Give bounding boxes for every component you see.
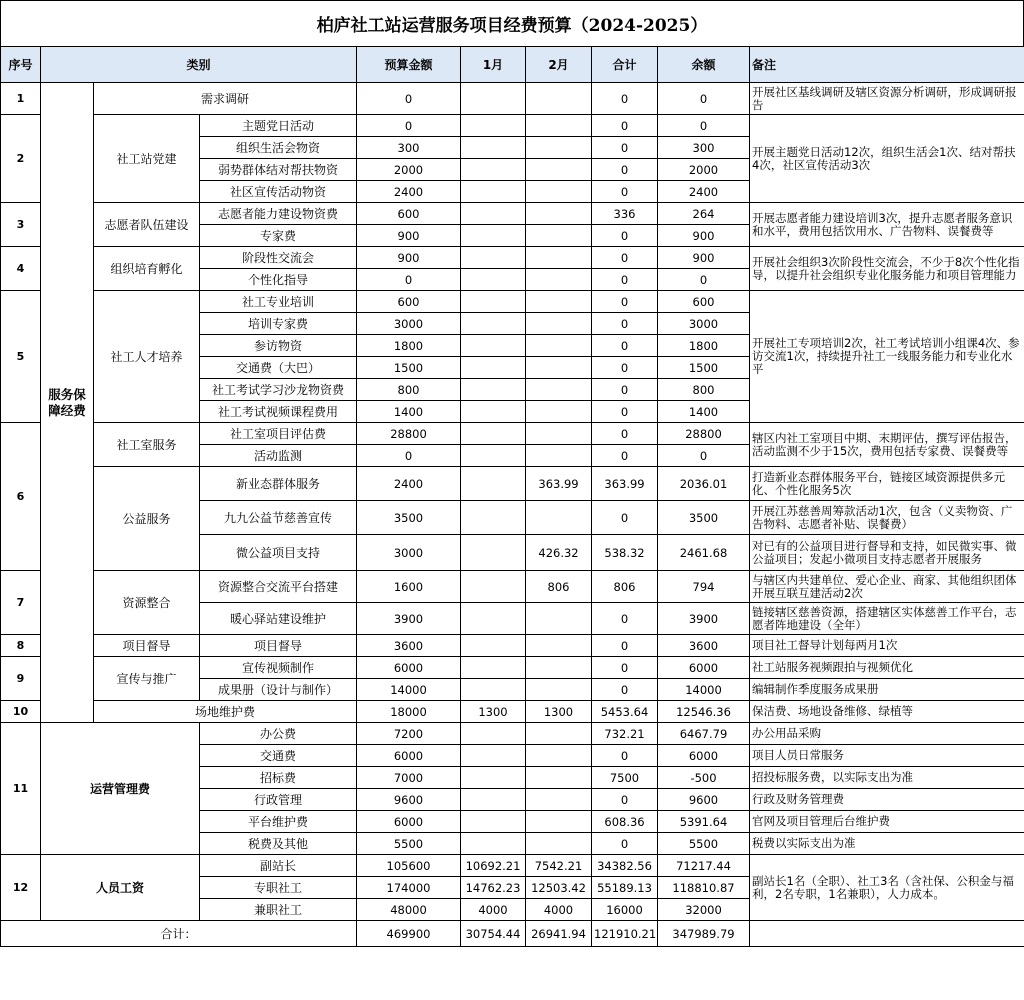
feb-cell[interactable]: [526, 833, 592, 855]
feb-cell[interactable]: [526, 423, 592, 445]
category-cell[interactable]: 宣传与推广: [94, 657, 200, 701]
budget-cell[interactable]: 600: [357, 291, 461, 313]
jan-cell[interactable]: [461, 635, 526, 657]
jan-cell[interactable]: [461, 679, 526, 701]
item-cell[interactable]: 招标费: [200, 767, 357, 789]
total-cell[interactable]: 0: [592, 247, 658, 269]
feb-cell[interactable]: [526, 357, 592, 379]
budget-cell[interactable]: 14000: [357, 679, 461, 701]
note-cell[interactable]: 项目人员日常服务: [750, 745, 1024, 767]
feb-cell[interactable]: 426.32: [526, 535, 592, 571]
budget-cell[interactable]: 5500: [357, 833, 461, 855]
col-header-feb[interactable]: 2月: [526, 47, 592, 83]
feb-cell[interactable]: 4000: [526, 899, 592, 921]
jan-cell[interactable]: [461, 571, 526, 603]
total-cell[interactable]: 7500: [592, 767, 658, 789]
jan-cell[interactable]: [461, 203, 526, 225]
budget-cell[interactable]: 3000: [357, 535, 461, 571]
group-service-label: 服务保障经费: [48, 386, 86, 418]
table-row: [1, 855, 1024, 877]
budget-cell[interactable]: 3000: [357, 313, 461, 335]
budget-cell[interactable]: 0: [357, 269, 461, 291]
jan-cell[interactable]: [461, 603, 526, 635]
balance-cell[interactable]: 794: [658, 571, 750, 603]
item-cell[interactable]: 志愿者能力建设物资费: [200, 203, 357, 225]
item-cell[interactable]: 交通费（大巴）: [200, 357, 357, 379]
feb-cell[interactable]: 26941.94: [526, 921, 592, 947]
seq-cell[interactable]: 6: [1, 423, 41, 571]
total-cell[interactable]: 0: [592, 401, 658, 423]
note-cell[interactable]: 开展主题党日活动12次，组织生活会1次、结对帮扶4次，社区宣传活动3次: [750, 115, 1024, 203]
jan-cell[interactable]: 30754.44: [461, 921, 526, 947]
budget-cell[interactable]: 469900: [357, 921, 461, 947]
balance-cell[interactable]: 14000: [658, 679, 750, 701]
note-cell[interactable]: 官网及项目管理后台维护费: [750, 811, 1024, 833]
feb-cell[interactable]: [526, 811, 592, 833]
category-cell[interactable]: 社工人才培养: [94, 291, 200, 423]
item-cell[interactable]: 需求调研: [94, 83, 357, 115]
note-cell[interactable]: 打造新业态群体服务平台，链接区域资源提供多元化、个性化服务5次: [750, 467, 1024, 501]
total-cell[interactable]: 0: [592, 137, 658, 159]
jan-cell[interactable]: [461, 767, 526, 789]
table-row: [1, 467, 1024, 501]
feb-cell[interactable]: [526, 203, 592, 225]
balance-cell[interactable]: 3900: [658, 603, 750, 635]
note-cell[interactable]: 开展江苏慈善周筹款活动1次，包含（义卖物资、广告物料、志愿者补贴、误餐费）: [750, 501, 1024, 535]
total-cell[interactable]: 0: [592, 833, 658, 855]
jan-cell[interactable]: [461, 501, 526, 535]
balance-cell[interactable]: 3600: [658, 635, 750, 657]
jan-cell[interactable]: [461, 83, 526, 115]
balance-cell[interactable]: 1400: [658, 401, 750, 423]
balance-cell[interactable]: 347989.79: [658, 921, 750, 947]
jan-cell[interactable]: [461, 335, 526, 357]
budget-cell[interactable]: 1400: [357, 401, 461, 423]
jan-cell[interactable]: [461, 181, 526, 203]
table-row: [1, 635, 1024, 657]
item-cell[interactable]: 交通费: [200, 745, 357, 767]
note-cell[interactable]: 开展社会组织3次阶段性交流会，不少于8次个性化指导，以提升社会组织专业化服务能力和项目管理能力: [750, 247, 1024, 291]
feb-cell[interactable]: [526, 247, 592, 269]
balance-cell[interactable]: 6000: [658, 657, 750, 679]
feb-cell[interactable]: 806: [526, 571, 592, 603]
note-cell[interactable]: 副站长1名（全职）、社工3名（含社保、公积金与福利，2名专职，1名兼职），人力成本。: [750, 855, 1024, 921]
balance-cell[interactable]: 6000: [658, 745, 750, 767]
table-row: [1, 203, 1024, 225]
note-cell[interactable]: 与辖区内共建单位、爱心企业、商家、其他组织团体开展互联互建活动2次: [750, 571, 1024, 603]
item-cell[interactable]: 暖心驿站建设维护: [200, 603, 357, 635]
item-cell[interactable]: 平台维护费: [200, 811, 357, 833]
header-row: [1, 47, 1024, 83]
feb-cell[interactable]: [526, 269, 592, 291]
jan-cell[interactable]: [461, 269, 526, 291]
budget-cell[interactable]: 18000: [357, 701, 461, 723]
item-cell[interactable]: 社工考试学习沙龙物资费: [200, 379, 357, 401]
total-cell[interactable]: 732.21: [592, 723, 658, 745]
item-cell[interactable]: 资源整合交流平台搭建: [200, 571, 357, 603]
category-cell[interactable]: 运营管理费: [41, 723, 200, 855]
budget-cell[interactable]: 0: [357, 115, 461, 137]
item-cell[interactable]: 办公费: [200, 723, 357, 745]
budget-cell[interactable]: 3500: [357, 501, 461, 535]
balance-cell[interactable]: 6467.79: [658, 723, 750, 745]
note-cell[interactable]: 办公用品采购: [750, 723, 1024, 745]
balance-cell[interactable]: 0: [658, 115, 750, 137]
balance-cell[interactable]: 900: [658, 247, 750, 269]
col-header-budget[interactable]: 预算金额: [357, 47, 461, 83]
balance-cell[interactable]: 5391.64: [658, 811, 750, 833]
item-cell[interactable]: 组织生活会物资: [200, 137, 357, 159]
balance-cell[interactable]: 3000: [658, 313, 750, 335]
jan-cell[interactable]: [461, 657, 526, 679]
item-cell[interactable]: 社工专业培训: [200, 291, 357, 313]
sheet-title: 柏庐社工站运营服务项目经费预算（2024-2025）: [0, 0, 1024, 47]
feb-cell[interactable]: [526, 401, 592, 423]
jan-cell[interactable]: [461, 745, 526, 767]
table-row: [1, 657, 1024, 679]
feb-cell[interactable]: 1300: [526, 701, 592, 723]
category-cell[interactable]: 志愿者队伍建设: [94, 203, 200, 247]
total-cell[interactable]: 0: [592, 635, 658, 657]
total-cell[interactable]: 0: [592, 181, 658, 203]
note-cell[interactable]: 编辑制作季度服务成果册: [750, 679, 1024, 701]
balance-cell[interactable]: 5500: [658, 833, 750, 855]
note-cell[interactable]: 招投标服务费，以实际支出为准: [750, 767, 1024, 789]
item-cell[interactable]: 专职社工: [200, 877, 357, 899]
jan-cell[interactable]: [461, 313, 526, 335]
note-cell[interactable]: [750, 921, 1024, 947]
budget-cell[interactable]: 900: [357, 247, 461, 269]
total-cell[interactable]: 0: [592, 423, 658, 445]
total-cell[interactable]: 0: [592, 357, 658, 379]
feb-cell[interactable]: 12503.42: [526, 877, 592, 899]
balance-cell[interactable]: 1500: [658, 357, 750, 379]
balance-cell[interactable]: 9600: [658, 789, 750, 811]
budget-table: [0, 46, 1024, 947]
total-cell[interactable]: 55189.13: [592, 877, 658, 899]
note-cell[interactable]: 开展社工专项培训2次，社工考试培训小组课4次、参访交流1次，持续提升社工一线服务能力和专业化水平: [750, 291, 1024, 423]
feb-cell[interactable]: [526, 335, 592, 357]
note-cell[interactable]: 税费以实际支出为准: [750, 833, 1024, 855]
budget-cell[interactable]: 7200: [357, 723, 461, 745]
budget-cell[interactable]: 900: [357, 225, 461, 247]
total-cell[interactable]: 0: [592, 789, 658, 811]
total-cell[interactable]: 538.32: [592, 535, 658, 571]
balance-cell[interactable]: 1800: [658, 335, 750, 357]
jan-cell[interactable]: [461, 225, 526, 247]
total-cell[interactable]: 0: [592, 225, 658, 247]
item-cell[interactable]: 新业态群体服务: [200, 467, 357, 501]
feb-cell[interactable]: [526, 159, 592, 181]
balance-cell[interactable]: 2000: [658, 159, 750, 181]
item-cell[interactable]: 专家费: [200, 225, 357, 247]
feb-cell[interactable]: [526, 635, 592, 657]
table-row: [1, 571, 1024, 603]
seq-cell[interactable]: 4: [1, 247, 41, 291]
total-cell[interactable]: 0: [592, 335, 658, 357]
budget-cell[interactable]: 6000: [357, 811, 461, 833]
table-row: [1, 83, 1024, 115]
budget-cell[interactable]: 6000: [357, 657, 461, 679]
jan-cell[interactable]: [461, 423, 526, 445]
budget-cell[interactable]: 300: [357, 137, 461, 159]
balance-cell[interactable]: 12546.36: [658, 701, 750, 723]
feb-cell[interactable]: [526, 789, 592, 811]
seq-cell[interactable]: 7: [1, 571, 41, 635]
jan-cell[interactable]: [461, 291, 526, 313]
feb-cell[interactable]: [526, 501, 592, 535]
seq-cell[interactable]: 9: [1, 657, 41, 701]
feb-cell[interactable]: [526, 379, 592, 401]
feb-cell[interactable]: [526, 445, 592, 467]
total-cell[interactable]: 0: [592, 657, 658, 679]
jan-cell[interactable]: [461, 723, 526, 745]
category-cell[interactable]: 组织培育孵化: [94, 247, 200, 291]
budget-cell[interactable]: 2400: [357, 467, 461, 501]
seq-cell[interactable]: 12: [1, 855, 41, 921]
total-cell[interactable]: 121910.21: [592, 921, 658, 947]
jan-cell[interactable]: [461, 159, 526, 181]
budget-cell[interactable]: 9600: [357, 789, 461, 811]
feb-cell[interactable]: [526, 181, 592, 203]
feb-cell[interactable]: [526, 679, 592, 701]
feb-cell[interactable]: [526, 657, 592, 679]
item-cell[interactable]: 兼职社工: [200, 899, 357, 921]
budget-cell[interactable]: 3600: [357, 635, 461, 657]
feb-cell[interactable]: [526, 225, 592, 247]
total-cell[interactable]: 0: [592, 291, 658, 313]
feb-cell[interactable]: [526, 313, 592, 335]
budget-cell[interactable]: 28800: [357, 423, 461, 445]
item-cell[interactable]: 微公益项目支持: [200, 535, 357, 571]
category-cell[interactable]: 社工室服务: [94, 423, 200, 467]
jan-cell[interactable]: [461, 789, 526, 811]
col-header-balance[interactable]: 余额: [658, 47, 750, 83]
feb-cell[interactable]: [526, 291, 592, 313]
feb-cell[interactable]: [526, 83, 592, 115]
seq-cell[interactable]: 10: [1, 701, 41, 723]
jan-cell[interactable]: [461, 247, 526, 269]
jan-cell[interactable]: [461, 467, 526, 501]
seq-cell[interactable]: 11: [1, 723, 41, 855]
item-cell[interactable]: 社工考试视频课程费用: [200, 401, 357, 423]
budget-cell[interactable]: 7000: [357, 767, 461, 789]
category-cell[interactable]: 资源整合: [94, 571, 200, 635]
category-cell[interactable]: 项目督导: [94, 635, 200, 657]
balance-cell[interactable]: 300: [658, 137, 750, 159]
jan-cell[interactable]: 14762.23: [461, 877, 526, 899]
budget-cell[interactable]: 600: [357, 203, 461, 225]
balance-cell[interactable]: -500: [658, 767, 750, 789]
budget-cell[interactable]: 0: [357, 83, 461, 115]
budget-cell[interactable]: 1800: [357, 335, 461, 357]
balance-cell[interactable]: 600: [658, 291, 750, 313]
item-cell[interactable]: 项目督导: [200, 635, 357, 657]
item-cell[interactable]: 社工室项目评估费: [200, 423, 357, 445]
jan-cell[interactable]: 1300: [461, 701, 526, 723]
feb-cell[interactable]: [526, 115, 592, 137]
total-cell[interactable]: 0: [592, 501, 658, 535]
table-row: [1, 291, 1024, 313]
total-cell[interactable]: 806: [592, 571, 658, 603]
total-cell[interactable]: 0: [592, 159, 658, 181]
total-label[interactable]: 合计：: [1, 921, 357, 947]
balance-cell[interactable]: 900: [658, 225, 750, 247]
balance-cell[interactable]: 2036.01: [658, 467, 750, 501]
balance-cell[interactable]: 2461.68: [658, 535, 750, 571]
budget-cell[interactable]: 1500: [357, 357, 461, 379]
note-cell[interactable]: 辖区内社工室项目中期、末期评估，撰写评估报告，活动监测不少于15次，费用包括专家费、误餐费等: [750, 423, 1024, 467]
jan-cell[interactable]: [461, 445, 526, 467]
feb-cell[interactable]: [526, 723, 592, 745]
balance-cell[interactable]: 118810.87: [658, 877, 750, 899]
feb-cell[interactable]: 363.99: [526, 467, 592, 501]
balance-cell[interactable]: 0: [658, 445, 750, 467]
feb-cell[interactable]: [526, 767, 592, 789]
note-cell[interactable]: 开展志愿者能力建设培训3次，提升志愿者服务意识和水平，费用包括饮用水、广告物料、误餐费等: [750, 203, 1024, 247]
total-cell[interactable]: 0: [592, 679, 658, 701]
balance-cell[interactable]: 2400: [658, 181, 750, 203]
jan-cell[interactable]: [461, 115, 526, 137]
item-cell[interactable]: 副站长: [200, 855, 357, 877]
jan-cell[interactable]: [461, 357, 526, 379]
balance-cell[interactable]: 0: [658, 83, 750, 115]
jan-cell[interactable]: 10692.21: [461, 855, 526, 877]
seq-cell[interactable]: 1: [1, 83, 41, 115]
item-cell[interactable]: 九九公益节慈善宣传: [200, 501, 357, 535]
total-cell[interactable]: 608.36: [592, 811, 658, 833]
category-cell[interactable]: 人员工资: [41, 855, 200, 921]
col-header-seq[interactable]: 序号: [1, 47, 41, 83]
item-cell[interactable]: 社区宣传活动物资: [200, 181, 357, 203]
seq-cell[interactable]: 3: [1, 203, 41, 247]
item-cell[interactable]: 主题党日活动: [200, 115, 357, 137]
total-cell[interactable]: 363.99: [592, 467, 658, 501]
balance-cell[interactable]: 0: [658, 269, 750, 291]
budget-cell[interactable]: 3900: [357, 603, 461, 635]
budget-cell[interactable]: 0: [357, 445, 461, 467]
total-cell[interactable]: 0: [592, 269, 658, 291]
table-row: [1, 423, 1024, 445]
total-cell[interactable]: 0: [592, 445, 658, 467]
table-row: [1, 921, 1024, 947]
item-cell[interactable]: 参访物资: [200, 335, 357, 357]
budget-cell[interactable]: 105600: [357, 855, 461, 877]
item-cell[interactable]: 行政管理: [200, 789, 357, 811]
budget-cell[interactable]: 2400: [357, 181, 461, 203]
note-cell[interactable]: 开展社区基线调研及辖区资源分析调研，形成调研报告: [750, 83, 1024, 115]
balance-cell[interactable]: 264: [658, 203, 750, 225]
balance-cell[interactable]: 71217.44: [658, 855, 750, 877]
table-row: [1, 247, 1024, 269]
budget-cell[interactable]: 1600: [357, 571, 461, 603]
budget-cell[interactable]: 800: [357, 379, 461, 401]
total-cell[interactable]: 336: [592, 203, 658, 225]
feb-cell[interactable]: [526, 137, 592, 159]
feb-cell[interactable]: [526, 603, 592, 635]
item-cell[interactable]: 场地维护费: [94, 701, 357, 723]
total-cell[interactable]: 0: [592, 313, 658, 335]
budget-cell[interactable]: 48000: [357, 899, 461, 921]
feb-cell[interactable]: 7542.21: [526, 855, 592, 877]
note-cell[interactable]: 对已有的公益项目进行督导和支持，如民微实事、微公益项目；发起小微项目支持志愿者开展服务: [750, 535, 1024, 571]
item-cell[interactable]: 活动监测: [200, 445, 357, 467]
jan-cell[interactable]: [461, 137, 526, 159]
budget-cell[interactable]: 174000: [357, 877, 461, 899]
balance-cell[interactable]: 800: [658, 379, 750, 401]
jan-cell[interactable]: [461, 535, 526, 571]
table-row: [1, 701, 1024, 723]
item-cell[interactable]: 阶段性交流会: [200, 247, 357, 269]
category-cell[interactable]: 公益服务: [94, 467, 200, 571]
item-cell[interactable]: 培训专家费: [200, 313, 357, 335]
category-cell[interactable]: 社工站党建: [94, 115, 200, 203]
balance-cell[interactable]: 32000: [658, 899, 750, 921]
balance-cell[interactable]: 28800: [658, 423, 750, 445]
table-row: [1, 115, 1024, 137]
item-cell[interactable]: 弱势群体结对帮扶物资: [200, 159, 357, 181]
note-cell[interactable]: 链接辖区慈善资源，搭建辖区实体慈善工作平台，志愿者阵地建设（全年）: [750, 603, 1024, 635]
total-cell[interactable]: 0: [592, 83, 658, 115]
jan-cell[interactable]: [461, 833, 526, 855]
col-header-jan[interactable]: 1月: [461, 47, 526, 83]
jan-cell[interactable]: [461, 379, 526, 401]
item-cell[interactable]: 宣传视频制作: [200, 657, 357, 679]
col-header-category[interactable]: 类别: [41, 47, 357, 83]
seq-cell[interactable]: 2: [1, 115, 41, 203]
note-cell[interactable]: 社工站服务视频跟拍与视频优化: [750, 657, 1024, 679]
budget-cell[interactable]: 2000: [357, 159, 461, 181]
total-cell[interactable]: 16000: [592, 899, 658, 921]
total-cell[interactable]: 0: [592, 745, 658, 767]
table-row: [1, 723, 1024, 745]
note-cell[interactable]: 保洁费、场地设备维修、绿植等: [750, 701, 1024, 723]
budget-cell[interactable]: 6000: [357, 745, 461, 767]
item-cell[interactable]: 个性化指导: [200, 269, 357, 291]
total-cell[interactable]: 34382.56: [592, 855, 658, 877]
col-header-total[interactable]: 合计: [592, 47, 658, 83]
col-header-note[interactable]: 备注: [750, 47, 1024, 83]
note-cell[interactable]: 行政及财务管理费: [750, 789, 1024, 811]
jan-cell[interactable]: [461, 401, 526, 423]
jan-cell[interactable]: 4000: [461, 899, 526, 921]
jan-cell[interactable]: [461, 811, 526, 833]
note-cell[interactable]: 项目社工督导计划每两月1次: [750, 635, 1024, 657]
total-cell[interactable]: 0: [592, 115, 658, 137]
seq-cell[interactable]: 5: [1, 291, 41, 423]
item-cell[interactable]: 成果册（设计与制作）: [200, 679, 357, 701]
feb-cell[interactable]: [526, 745, 592, 767]
group-service-cell[interactable]: [41, 83, 94, 723]
total-cell[interactable]: 5453.64: [592, 701, 658, 723]
balance-cell[interactable]: 3500: [658, 501, 750, 535]
item-cell[interactable]: 税费及其他: [200, 833, 357, 855]
total-cell[interactable]: 0: [592, 379, 658, 401]
total-cell[interactable]: 0: [592, 603, 658, 635]
seq-cell[interactable]: 8: [1, 635, 41, 657]
